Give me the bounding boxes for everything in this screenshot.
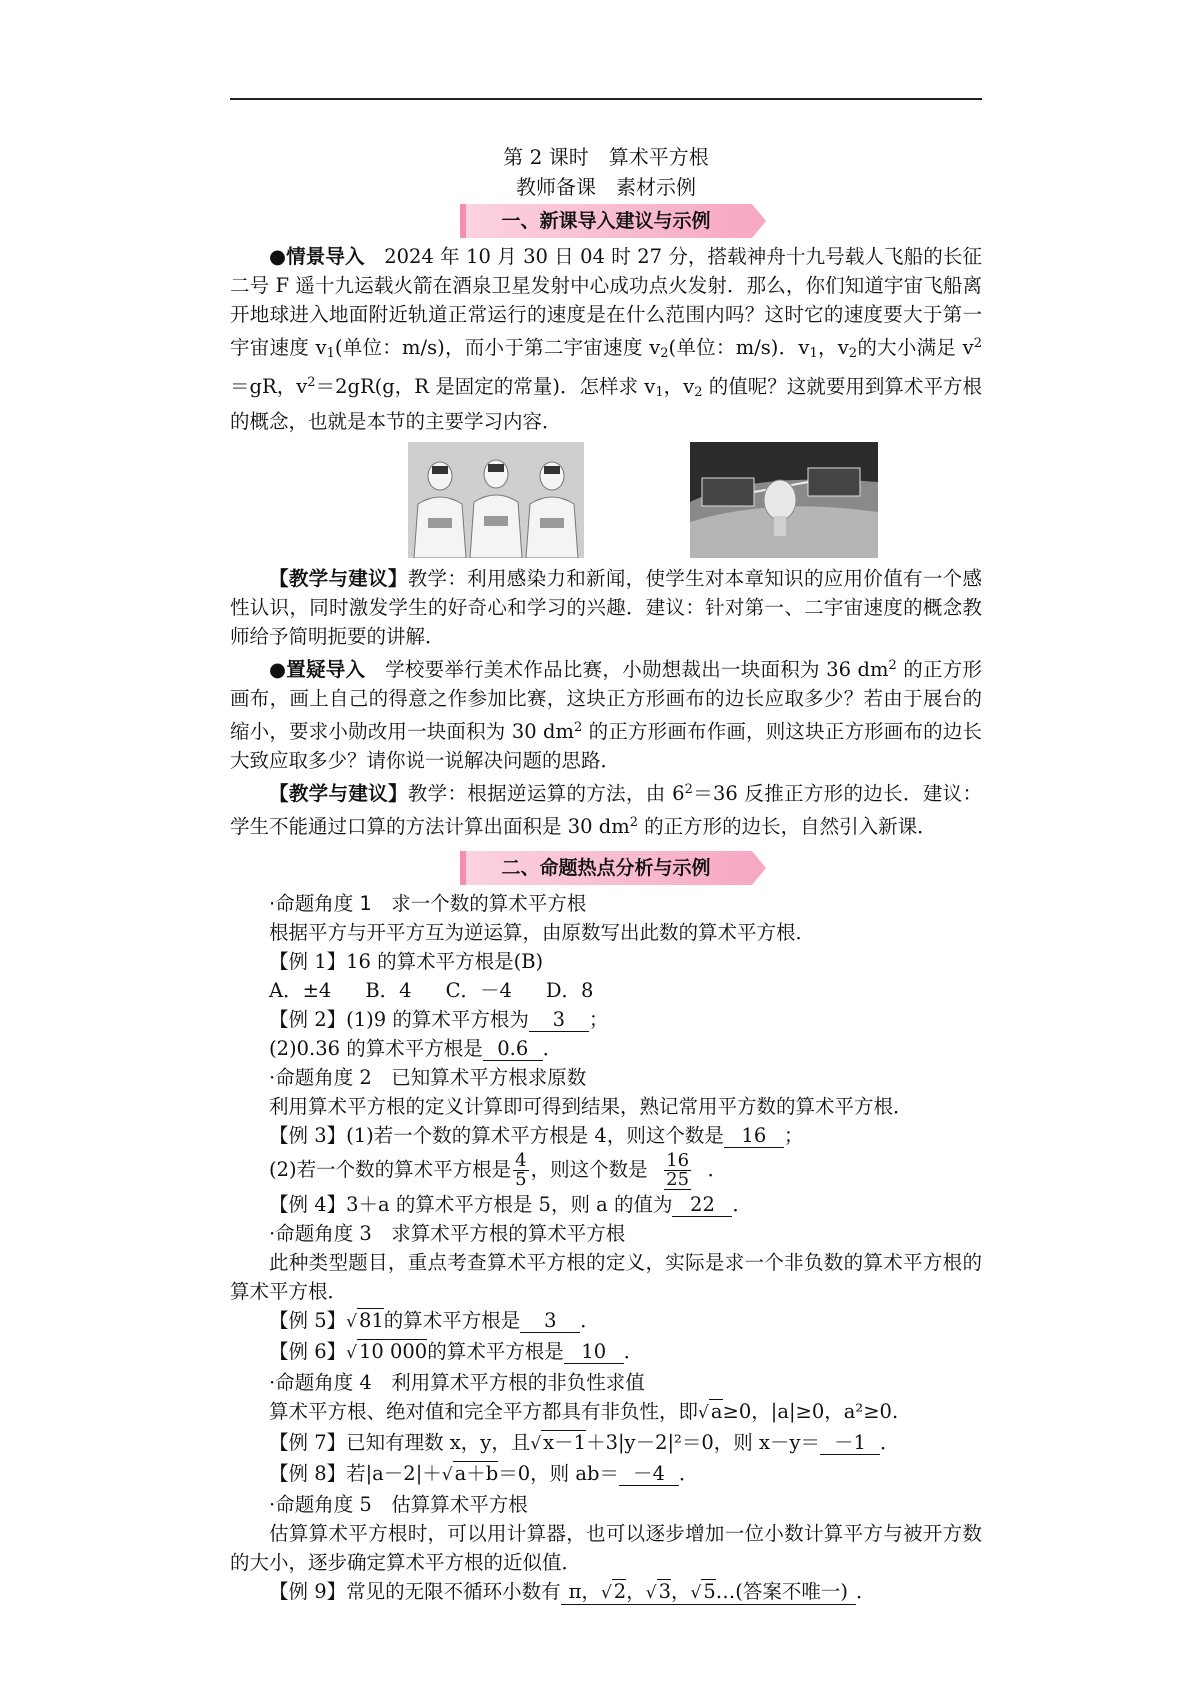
example-2a: 【例 2】(1)9 的算术平方根为 3 ； [269, 1008, 609, 1031]
answer-blank: 16 [724, 1125, 784, 1148]
astronauts-photo [408, 442, 584, 558]
answer-blank: 0.6 [483, 1038, 543, 1061]
section2-banner: 二、命题热点分析与示例 [460, 851, 752, 885]
radical-icon: √ [346, 1312, 357, 1332]
answer-blank: 10 [564, 1341, 624, 1364]
example-7: 【例 7】已知有理数 x，y，且√ x－1＋3|y－2|²＝0，则 x－y＝ －1 ． [269, 1431, 900, 1454]
radical-icon: √ [346, 1343, 357, 1363]
lesson-title: 第 2 课时 算术平方根 [503, 145, 709, 169]
fraction: $\frac{4}{5}$ [515, 1150, 527, 1190]
angle-5-desc: 估算算术平方根时，可以用计算器，也可以逐步增加一位小数计算平方与被开方数的大小，逐步确定算术平方根的近似值． [230, 1522, 982, 1574]
angle-1-heading: ·命题角度 1 求一个数的算术平方根 [269, 892, 587, 915]
angle-2-heading: ·命题角度 2 已知算术平方根求原数 [269, 1066, 587, 1089]
radical-icon: √ [645, 1583, 657, 1603]
fraction: $\frac{16}{25}$ [666, 1149, 690, 1190]
answer-blank: 22 [672, 1194, 732, 1217]
option-c: C．－4 [445, 979, 512, 1002]
radical-icon: √ [441, 1465, 453, 1485]
answer-blank: 3 [520, 1310, 580, 1333]
example-3a: 【例 3】(1)若一个数的算术平方根是 4，则这个数是 16 ； [269, 1124, 804, 1147]
answer-blank: 3 [529, 1009, 589, 1032]
answer-blank [648, 1149, 708, 1190]
doubt-label: 置疑导入 [286, 658, 366, 681]
example-1: 【例 1】16 的算术平方根是(B) [269, 950, 544, 973]
example-9: 【例 9】常见的无限不循环小数有 π，√ 2，√ 3，√ 5…(答案不唯一) ． [269, 1580, 876, 1603]
angle-1-desc: 根据平方与开平方互为逆运算，由原数写出此数的算术平方根． [269, 921, 816, 944]
option-b: B．4 [365, 979, 412, 1002]
example-4: 【例 4】3＋a 的算术平方根是 5，则 a 的值为 22 ． [269, 1193, 752, 1216]
header-rule [230, 98, 982, 100]
lesson-content [230, 142, 982, 1606]
angle-4-desc: 算术平方根、绝对值和完全平方都具有非负性，即√ a≥0，|a|≥0，a²≥0. [269, 1400, 899, 1423]
example-6: 【例 6】√ 10 000的算术平方根是 10 ． [269, 1340, 644, 1363]
radical-icon: √ [530, 1434, 542, 1454]
bullet-icon: ● [269, 658, 287, 681]
example-3b: (2)若一个数的算术平方根是 $\frac{4}{5}$ ，则这个数是 $\frac{16}{25}$ ． [269, 1149, 728, 1190]
example-1-options [230, 976, 982, 1005]
doubt-intro-paragraph: ●置疑导入 学校要举行美术作品比赛，小勋想裁出一块面积为 36 $dm^2$ 的正方形画布，画上自己的得意之作参加比赛，这块正方形画布的边长应取多少？若由于展台的缩小，要求小勋改用一块面积为 30 $dm^2$ 的正方形画布作画，则这块正方形画布的边长大致应取多少？请你说一说解决问题的思路． [230, 658, 982, 772]
radical-icon: √ [600, 1583, 612, 1603]
angle-3-desc: 此种类型题目，重点考查算术平方根的定义，实际是求一个非负数的算术平方根的算术平方根． [230, 1251, 982, 1303]
answer-blank: π，√ 2，√ 3，√ 5…(答案不唯一) [561, 1581, 856, 1605]
photo-row [230, 442, 982, 560]
section1-banner: 一、新课导入建议与示例 [460, 204, 752, 238]
angle-3-heading: ·命题角度 3 求算术平方根的算术平方根 [269, 1222, 626, 1245]
example-8: 【例 8】若|a－2|＋√ a＋b＝0，则 ab＝ －4 ． [269, 1462, 699, 1485]
space-station-photo [690, 442, 878, 558]
angle-2-desc: 利用算术平方根的定义计算即可得到结果，熟记常用平方数的算术平方根． [269, 1095, 913, 1118]
bullet-icon: ● [269, 245, 287, 268]
example-5: 【例 5】√ 81的算术平方根是 3 ． [269, 1309, 600, 1332]
radical-icon: √ [690, 1583, 702, 1603]
teaching-advice-2: 【教学与建议】教学：根据逆运算的方法，由 $6^2=36$ 反推正方形的边长．建议：学生不能通过口算的方法计算出面积是 30 $dm^2$ 的正方形的边长，自然引入新课． [230, 782, 983, 838]
option-a: A．±4 [269, 979, 332, 1002]
teaching-advice-1: 【教学与建议】教学：利用感染力和新闻，使学生对本章知识的应用价值有一个感性认识，同时激发学生的好奇心和学习的兴趣．建议：针对第一、二宇宙速度的概念教师给予简明扼要的讲解． [230, 567, 982, 648]
scene-label: 情景导入 [286, 245, 365, 268]
lesson-subtitle: 教师备课 素材示例 [516, 175, 696, 199]
scene-intro-paragraph: ●情景导入 2024 年 10 月 30 日 04 时 27 分，搭载神舟十九号载人飞船的长征二号 F 遥十九运载火箭在酒泉卫星发射中心成功点火发射．那么，你们知道宇宙飞船离开地球进入地面附近轨道正常运行的速度是在什么范围内吗？这时它的速度要大于第一宇宙速度 $v_1$(单位：m/s)，而小于第二宇宙速度 $v_2$(单位：m/s)．$v_1$，$v_2$的大小满足 $v^2=gR$，$v^2=2gR(g$，R 是固定的常量)．怎样求 $v_1$，$v_2$ 的值呢？这就要用到算术平方根的概念，也就是本节的主要学习内容． [230, 245, 983, 433]
angle-4-heading: ·命题角度 4 利用算术平方根的非负性求值 [269, 1371, 645, 1394]
option-d: D．8 [545, 979, 594, 1002]
angle-5-heading: ·命题角度 5 估算算术平方根 [269, 1493, 528, 1516]
radical-icon: √ [698, 1403, 709, 1423]
example-2b: (2)0.36 的算术平方根是 0.6 ． [269, 1037, 563, 1060]
answer-blank: －1 [820, 1432, 880, 1455]
answer-blank: －4 [619, 1463, 679, 1486]
